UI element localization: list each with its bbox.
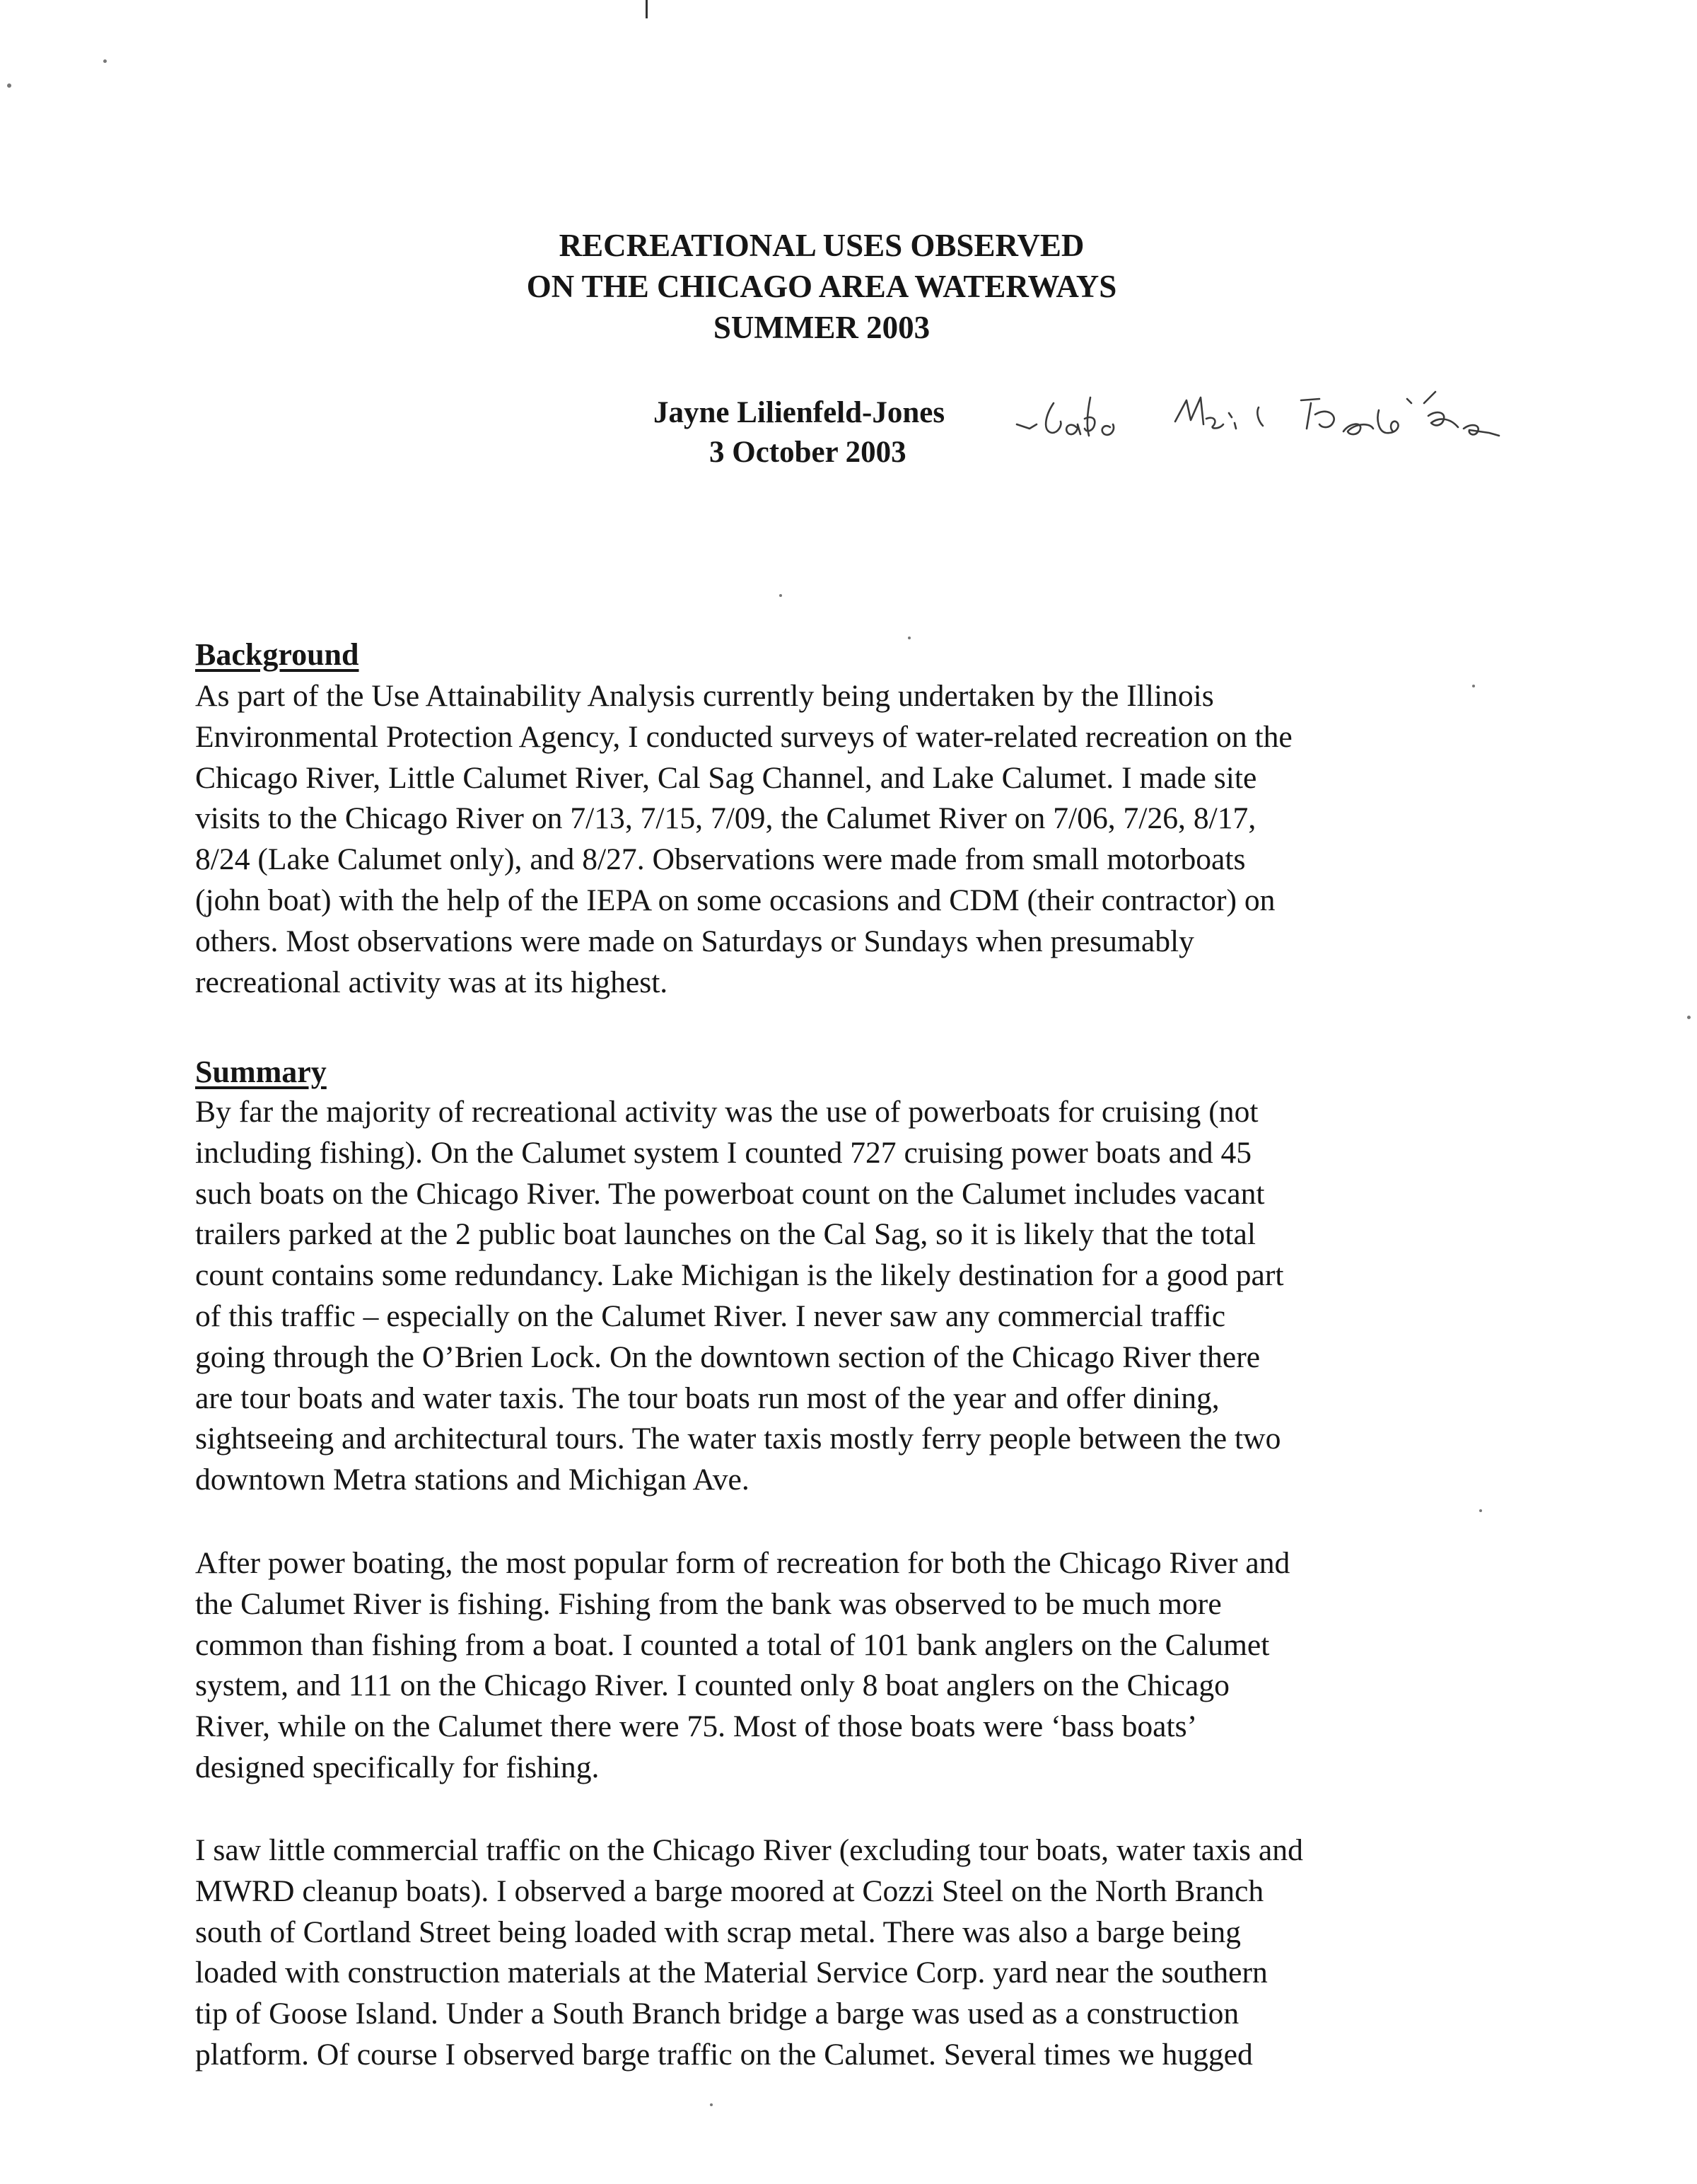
title-line: ON THE CHICAGO AREA WATERWAYS [526, 269, 1117, 304]
handwritten-annotation [1011, 382, 1534, 481]
scan-speck [103, 59, 107, 63]
text-line: visits to the Chicago River on 7/13, 7/15, 7/09, the Calumet River on 7/06, 7/26, 8/17, [195, 801, 1256, 836]
text-line: of this traffic – especially on the Calumet River. I never saw any commercial traffic [195, 1299, 1226, 1333]
signature-text: Lake Mich. Station [1523, 479, 1534, 480]
text-line: After power boating, the most popular form of recreation for both the Chicago River and [195, 1546, 1290, 1580]
summary-paragraph-2 [195, 1543, 1290, 1789]
scan-speck [779, 594, 782, 597]
scan-speck [1479, 1509, 1482, 1512]
text-line: I saw little commercial traffic on the Chicago River (excluding tour boats, water taxis and [195, 1833, 1303, 1867]
text-line: trailers parked at the 2 public boat launches on the Cal Sag, so it is likely that the total [195, 1217, 1256, 1252]
scan-speck [710, 2103, 713, 2106]
text-line: downtown Metra stations and Michigan Ave. [195, 1463, 750, 1497]
text-line: platform. Of course I observed barge traffic on the Calumet. Several times we hugged [195, 2037, 1253, 2072]
title-line: RECREATIONAL USES OBSERVED [559, 228, 1085, 263]
text-line: MWRD cleanup boats). I observed a barge moored at Cozzi Steel on the North Branch [195, 1874, 1264, 1908]
text-line: are tour boats and water taxis. The tour boats run most of the year and offer dining, [195, 1381, 1220, 1415]
text-line: count contains some redundancy. Lake Michigan is the likely destination for a good part [195, 1258, 1284, 1293]
title-line: SUMMER 2003 [713, 310, 931, 345]
text-line: others. Most observations were made on Saturdays or Sundays when presumably [195, 924, 1194, 958]
text-line: going through the O’Brien Lock. On the downtown section of the Chicago River there [195, 1340, 1261, 1374]
summary-paragraph-3 [195, 1830, 1303, 2076]
text-line: including fishing). On the Calumet system I counted 727 cruising power boats and 45 [195, 1135, 1252, 1170]
text-line: (john boat) with the help of the IEPA on some occasions and CDM (their contractor) on [195, 883, 1276, 917]
section-heading-summary: Summary [195, 1055, 327, 1089]
text-line: By far the majority of recreational activity was the use of powerboats for cruising (not [195, 1095, 1259, 1129]
text-line: sightseeing and architectural tours. The water taxis mostly ferry people between the two [195, 1422, 1281, 1456]
text-line: the Calumet River is fishing. Fishing from the bank was observed to be much more [195, 1586, 1222, 1621]
scan-speck [908, 637, 911, 639]
scan-speck [7, 83, 11, 88]
text-line: designed specifically for fishing. [195, 1750, 600, 1784]
summary-paragraph-1 [195, 1092, 1284, 1501]
text-line: 8/24 (Lake Calumet only), and 8/27. Observations were made from small motorboats [195, 842, 1246, 877]
text-line: tip of Goose Island. Under a South Branch bridge a barge was used as a construction [195, 1997, 1240, 2031]
background-paragraph [195, 676, 1293, 1003]
author-name: Jayne Lilienfeld-Jones [653, 396, 945, 429]
scan-mark [646, 0, 648, 18]
text-line: common than fishing from a boat. I counted a total of 101 bank anglers on the Calumet [195, 1627, 1270, 1662]
text-line: south of Cortland Street being loaded with scrap metal. There was also a barge being [195, 1915, 1241, 1949]
scan-speck [1472, 685, 1475, 687]
text-line: recreational activity was at its highest. [195, 965, 668, 999]
text-line: River, while on the Calumet there were 75. Most of those boats were ‘bass boats’ [195, 1709, 1198, 1744]
text-line: such boats on the Chicago River. The powerboat count on the Calumet includes vacant [195, 1176, 1265, 1211]
text-line: Environmental Protection Agency, I conducted surveys of water-related recreation on the [195, 719, 1293, 754]
handwriting-scribble [1011, 382, 1534, 481]
document-title [0, 225, 1643, 348]
text-line: Chicago River, Little Calumet River, Cal Sag Channel, and Lake Calumet. I made site [195, 760, 1257, 795]
section-heading-background: Background [195, 637, 359, 672]
document-date: 3 October 2003 [709, 436, 906, 469]
text-line: As part of the Use Attainability Analysis currently being undertaken by the Illinois [195, 679, 1214, 713]
text-line: loaded with construction materials at the Material Service Corp. yard near the southern [195, 1956, 1268, 1990]
text-line: system, and 111 on the Chicago River. I counted only 8 boat anglers on the Chicago [195, 1668, 1230, 1703]
scan-speck [1687, 1016, 1691, 1019]
